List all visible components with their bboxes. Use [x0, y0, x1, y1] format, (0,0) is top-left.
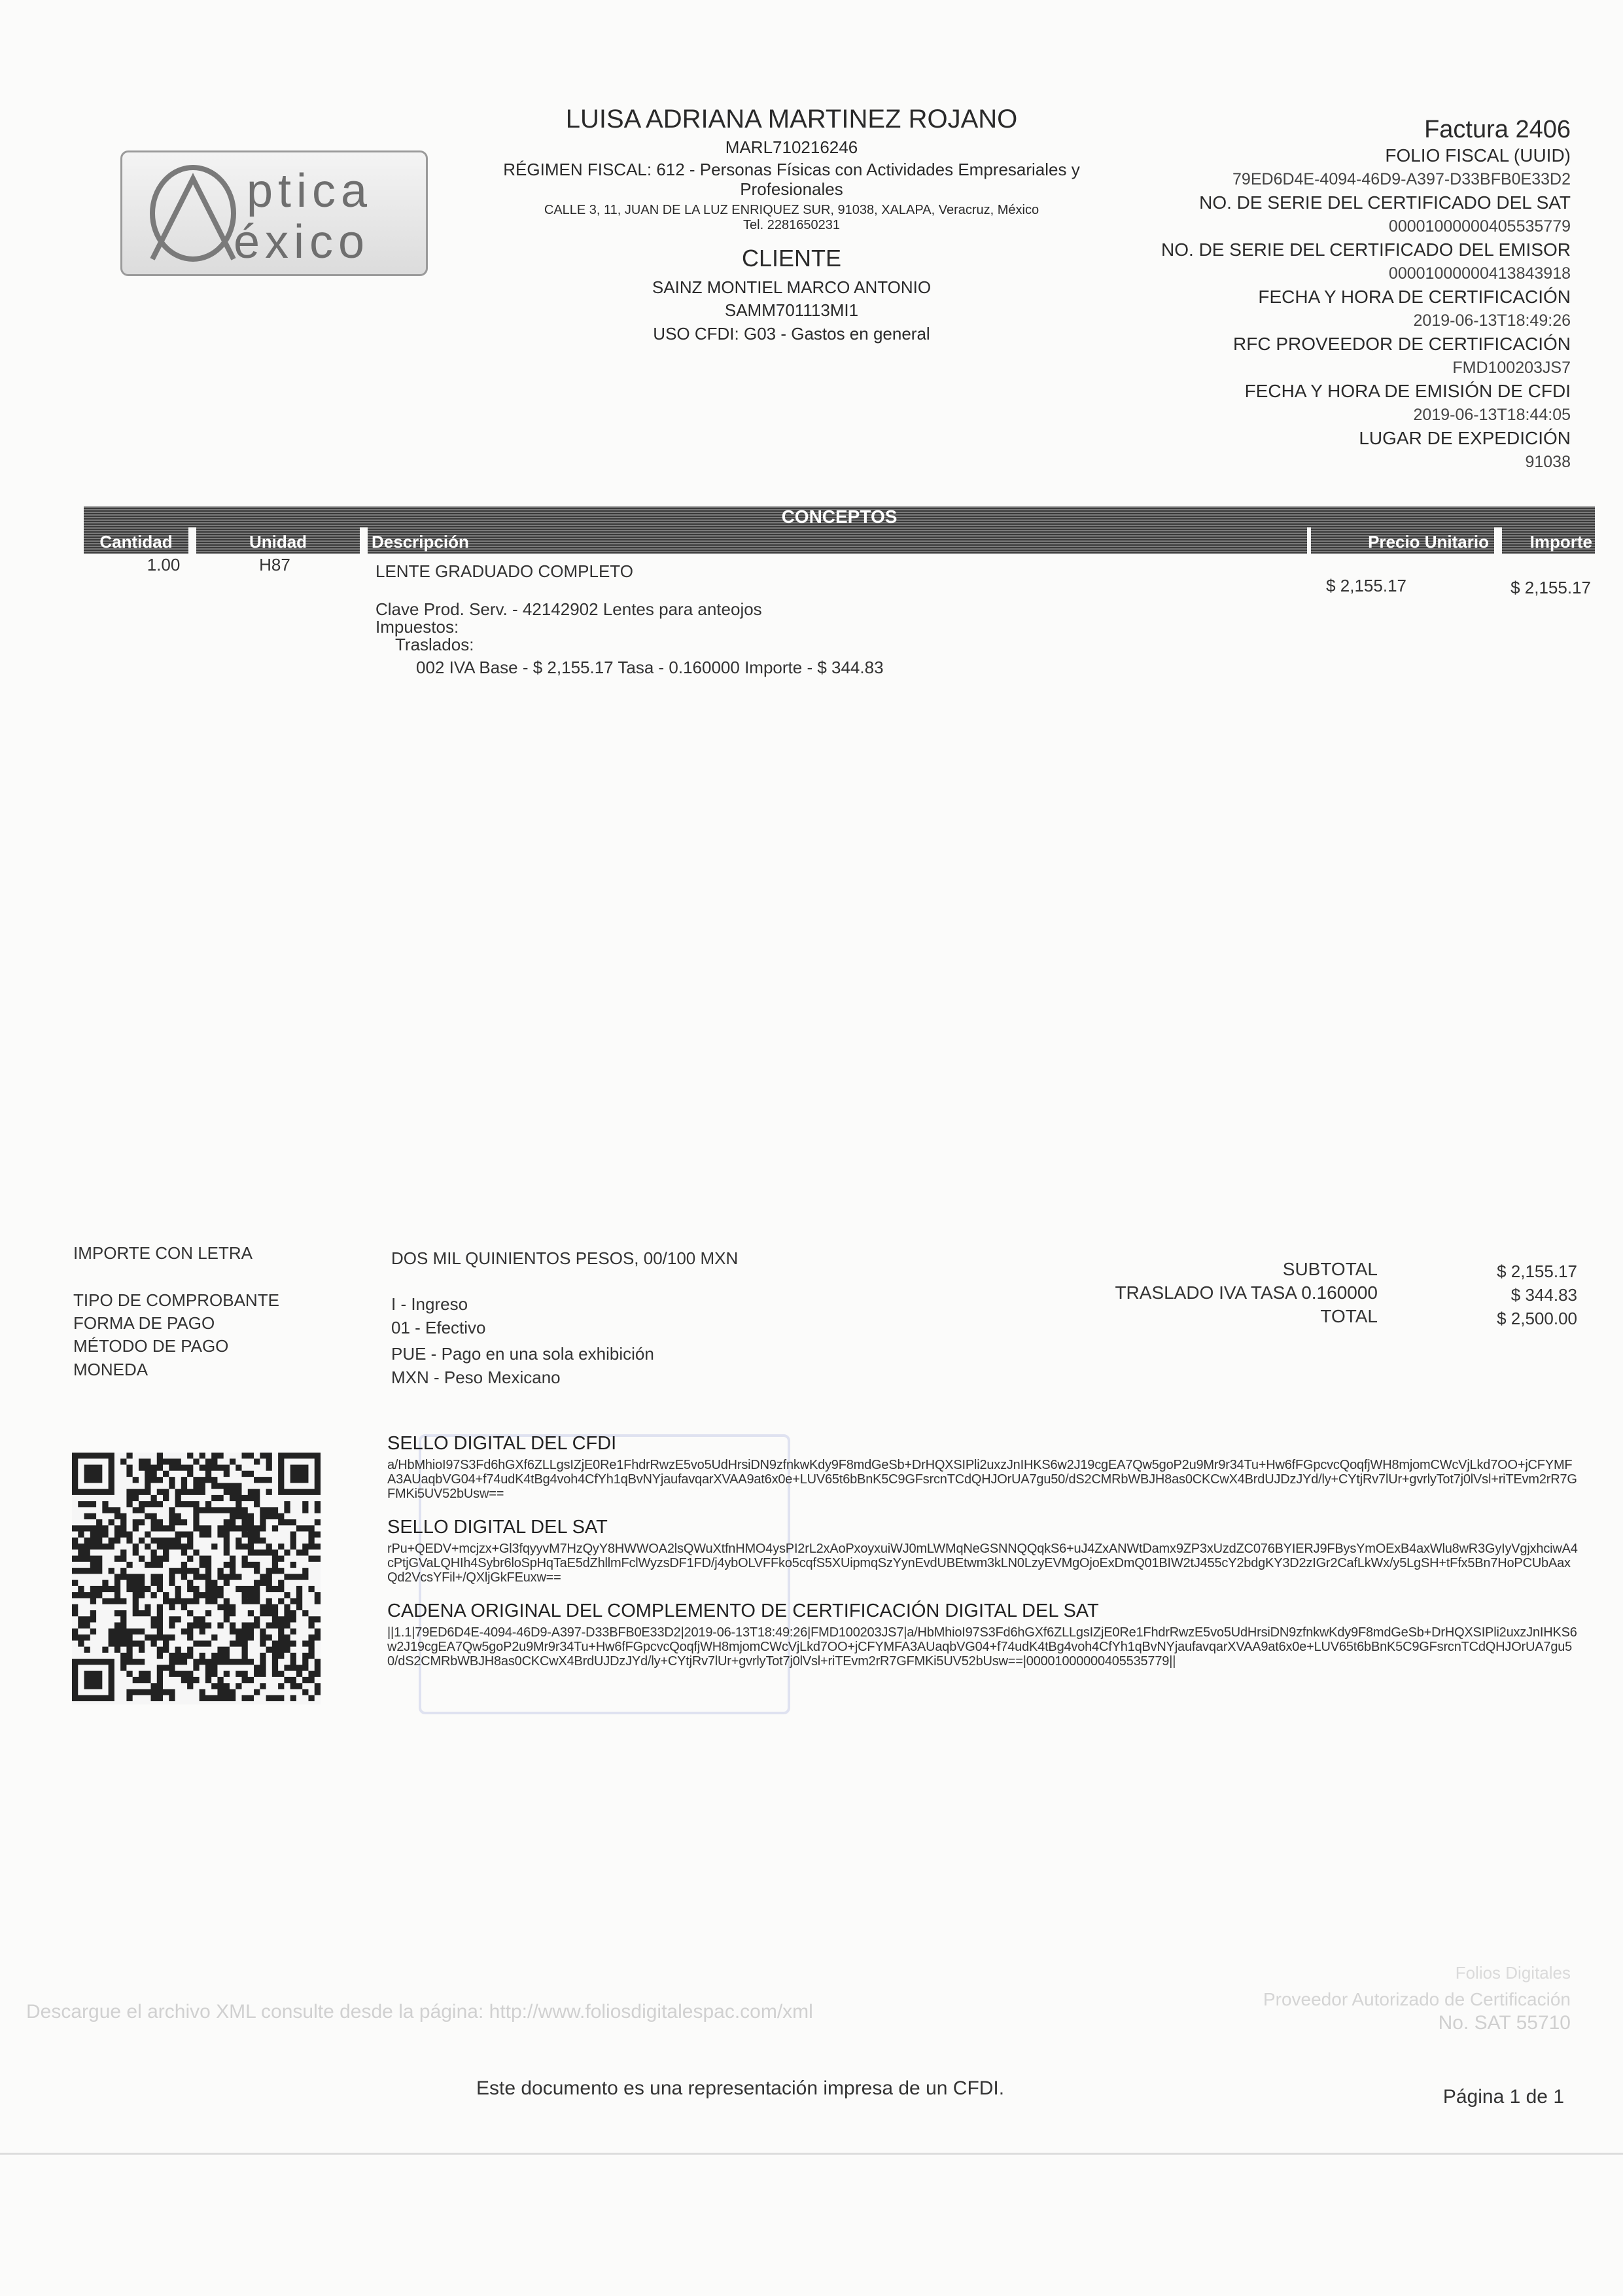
uuid-label: FOLIO FISCAL (UUID) — [1385, 145, 1571, 166]
phone-line: Tel. 2281650231 — [743, 218, 840, 232]
item-precio: $ 2,155.17 — [1326, 576, 1406, 595]
table-header — [84, 527, 1595, 554]
qr-code — [72, 1453, 321, 1704]
sello-cfdi-title: SELLO DIGITAL DEL CFDI — [387, 1433, 617, 1454]
pac-number: No. SAT 55710 — [1438, 2012, 1571, 2034]
sat-cert-label: NO. DE SERIE DEL CERTIFICADO DEL SAT — [1199, 192, 1571, 213]
item-cantidad: 1.00 — [147, 555, 181, 574]
company-logo — [120, 150, 428, 276]
item-iva: 002 IVA Base - $ 2,155.17 Tasa - 0.160000 Importe - $ 344.83 — [416, 658, 884, 677]
sello-sat-text: rPu+QEDV+mcjzx+Gl3fqyyvM7HzQyY8HWWOA2lsQWuXtfnHMO4ysPI2rL2xAoPxoyxuiWJ0mLWMqNeGSNNQQqkS6+uJ4ZxANWtDamx9ZP3xUzdZC076BYIERJ9FBysYmOExB4axWlu8wR3GyIyVgjxhciwA4cPtjGVaLQHIh4Sybr6loSpHqTaE5dZhllmFclWyzsDF1FD/j4ybOLVFFko5cqfS5XUipmqSzYynEvdUBEtwm3kLN0LzyEVMgOjoExDmQ01BIW2tJ455cY2bdgKY3D2zIGr2CafLkWx/y5LgSH+tFfx5Bn7HoPCUbAaxQd2VcsYFil+/QXljGkFEuxw== — [387, 1542, 1578, 1585]
importe-letra-label: IMPORTE CON LETRA — [73, 1243, 253, 1263]
place-value: 91038 — [1525, 453, 1571, 471]
footer-note: Este documento es una representación impresa de un CFDI. — [476, 2077, 1005, 2099]
total-label: TOTAL — [1320, 1306, 1378, 1326]
address-line: CALLE 3, 11, JUAN DE LA LUZ ENRIQUEZ SUR, 91038, XALAPA, Veracruz, México — [544, 203, 1039, 217]
emisor-cert-value: 00001000000413843918 — [1388, 264, 1571, 283]
col-descripcion: Descripción — [368, 527, 1307, 554]
iva-label: TRASLADO IVA TASA 0.160000 — [1115, 1282, 1378, 1303]
cliente-title: CLIENTE — [741, 245, 842, 272]
sat-cert-value: 00001000000405535779 — [1388, 217, 1571, 236]
place-label: LUGAR DE EXPEDICIÓN — [1359, 428, 1571, 448]
metodo-value: PUE - Pago en una sola exhibición — [391, 1344, 654, 1364]
cadena-title: CADENA ORIGINAL DEL COMPLEMENTO DE CERTIFICACIÓN DIGITAL DEL SAT — [387, 1600, 1099, 1621]
page-edge-line — [0, 2153, 1623, 2155]
item-importe: $ 2,155.17 — [1510, 578, 1591, 597]
logo-word-bottom: éxico — [234, 216, 370, 268]
cadena-text: ||1.1|79ED6D4E-4094-46D9-A397-D33BFB0E33D2|2019-06-13T18:49:26|FMD100203JS7|a/HbMhioI97S3Fd6hGXf6ZLLgsIZjE0Re1FhdrRwzE5vo5UdHrsiDN9zfnkwKdy9F8mdGeSb+DrHQXSIPli2uxzJnIHKS6w2J19cgEA7Qw5goP2u9Mr9r34Tu+Hw6fFGpcvcQoqfjWH8mjomCWcVjLkd7OO+jCFYMFA3AUaqbVG04+f74udK4tBg4voh4CfYh1qBvNYjaufavqarXVAA9at6x0e+LUV65t6bBnK5C9GFsrcnTCdQHJOrUA7gu50/dS2CMRbWBJH8as0CKCwX4BrdUJDzJYd/ly+CYtjRv7lUr+gvrlyTot7j0lVsl+riTEvm2rR7GFMKi5UV52bUsw==|00001000000405535779|| — [387, 1625, 1577, 1669]
tipo-label: TIPO DE COMPROBANTE — [73, 1290, 279, 1310]
subtotal-value: $ 2,155.17 — [1497, 1262, 1577, 1281]
col-precio: Precio Unitario — [1311, 527, 1494, 554]
cert-date-value: 2019-06-13T18:49:26 — [1413, 311, 1571, 330]
pac-rfc-value: FMD100203JS7 — [1452, 359, 1571, 377]
pac-desc: Proveedor Autorizado de Certificación — [1263, 1989, 1571, 2009]
item-traslados: Traslados: — [395, 635, 474, 654]
moneda-value: MXN - Peso Mexicano — [391, 1368, 561, 1387]
emisor-rfc: MARL710216246 — [725, 137, 858, 157]
moneda-label: MONEDA — [73, 1360, 148, 1379]
item-clave: Clave Prod. Serv. - 42142902 Lentes para anteojos — [375, 599, 762, 619]
emission-date-label: FECHA Y HORA DE EMISIÓN DE CFDI — [1244, 381, 1571, 401]
xml-download-note: Descargue el archivo XML consulte desde la página: http://www.foliosdigitalespac.com/xml — [26, 2001, 813, 2022]
sello-sat-title: SELLO DIGITAL DEL SAT — [387, 1517, 608, 1538]
page-number: Página 1 de 1 — [1442, 2086, 1564, 2108]
invoice-title: Factura 2406 — [1424, 116, 1571, 143]
col-cantidad: Cantidad — [84, 527, 188, 554]
emisor-regimen: RÉGIMEN FISCAL: 612 - Personas Físicas con Actividades Empresariales y Profesionales — [503, 160, 1080, 199]
pac-rfc-label: RFC PROVEEDOR DE CERTIFICACIÓN — [1233, 334, 1571, 354]
emission-date-value: 2019-06-13T18:44:05 — [1413, 406, 1571, 424]
forma-value: 01 - Efectivo — [391, 1318, 486, 1337]
total-value: $ 2,500.00 — [1497, 1309, 1577, 1328]
emisor-cert-label: NO. DE SERIE DEL CERTIFICADO DEL EMISOR — [1161, 239, 1571, 260]
emisor-name: LUISA ADRIANA MARTINEZ ROJANO — [565, 105, 1018, 133]
cliente-uso-cfdi: USO CFDI: G03 - Gastos en general — [653, 324, 930, 344]
logo-word-top: ptica — [247, 165, 373, 217]
importe-letra: DOS MIL QUINIENTOS PESOS, 00/100 MXN — [391, 1248, 739, 1268]
iva-value: $ 344.83 — [1510, 1285, 1577, 1305]
emisor-address — [471, 203, 1112, 233]
cliente-rfc: SAMM701113MI1 — [724, 300, 859, 320]
uuid-value: 79ED6D4E-4094-46D9-A397-D33BFB0E33D2 — [1232, 170, 1571, 188]
metodo-label: MÉTODO DE PAGO — [73, 1336, 229, 1356]
item-unidad: H87 — [259, 555, 290, 574]
tipo-value: I - Ingreso — [391, 1294, 468, 1314]
pac-name: Folios Digitales — [1455, 1963, 1571, 1983]
forma-label: FORMA DE PAGO — [73, 1313, 215, 1333]
conceptos-title: CONCEPTOS — [84, 506, 1595, 527]
col-unidad: Unidad — [196, 527, 360, 554]
cert-date-label: FECHA Y HORA DE CERTIFICACIÓN — [1258, 287, 1571, 307]
col-importe: Importe — [1502, 527, 1595, 554]
cliente-name: SAINZ MONTIEL MARCO ANTONIO — [652, 277, 932, 297]
subtotal-label: SUBTOTAL — [1282, 1259, 1378, 1279]
invoice-header — [1139, 115, 1571, 474]
item-descripcion: LENTE GRADUADO COMPLETO — [375, 561, 633, 581]
item-impuestos: Impuestos: — [375, 617, 459, 637]
sello-cfdi-text: a/HbMhioI97S3Fd6hGXf6ZLLgsIZjE0Re1FhdrRwzE5vo5UdHrsiDN9zfnkwKdy9F8mdGeSb+DrHQXSIPli2uxzJnIHKS6w2J19cgEA7Qw5goP2u9Mr9r34Tu+Hw6fFGpcvcQoqfjWH8mjomCWcVjLkd7OO+jCFYMFA3AUaqbVG04+f74udK4tBg4voh4CfYh1qBvNYjaufavqarXVAA9at6x0e+LUV65t6bBnK5C9GFsrcnTCdQHJOrUA7gu50/dS2CMRbWBJH8as0CKCwX4BrdUJDzJYd/ly+CYtjRv7lUr+gvrlyTot7j0lVsl+riTEvm2rR7GFMKi5UV52bUsw== — [387, 1458, 1577, 1501]
